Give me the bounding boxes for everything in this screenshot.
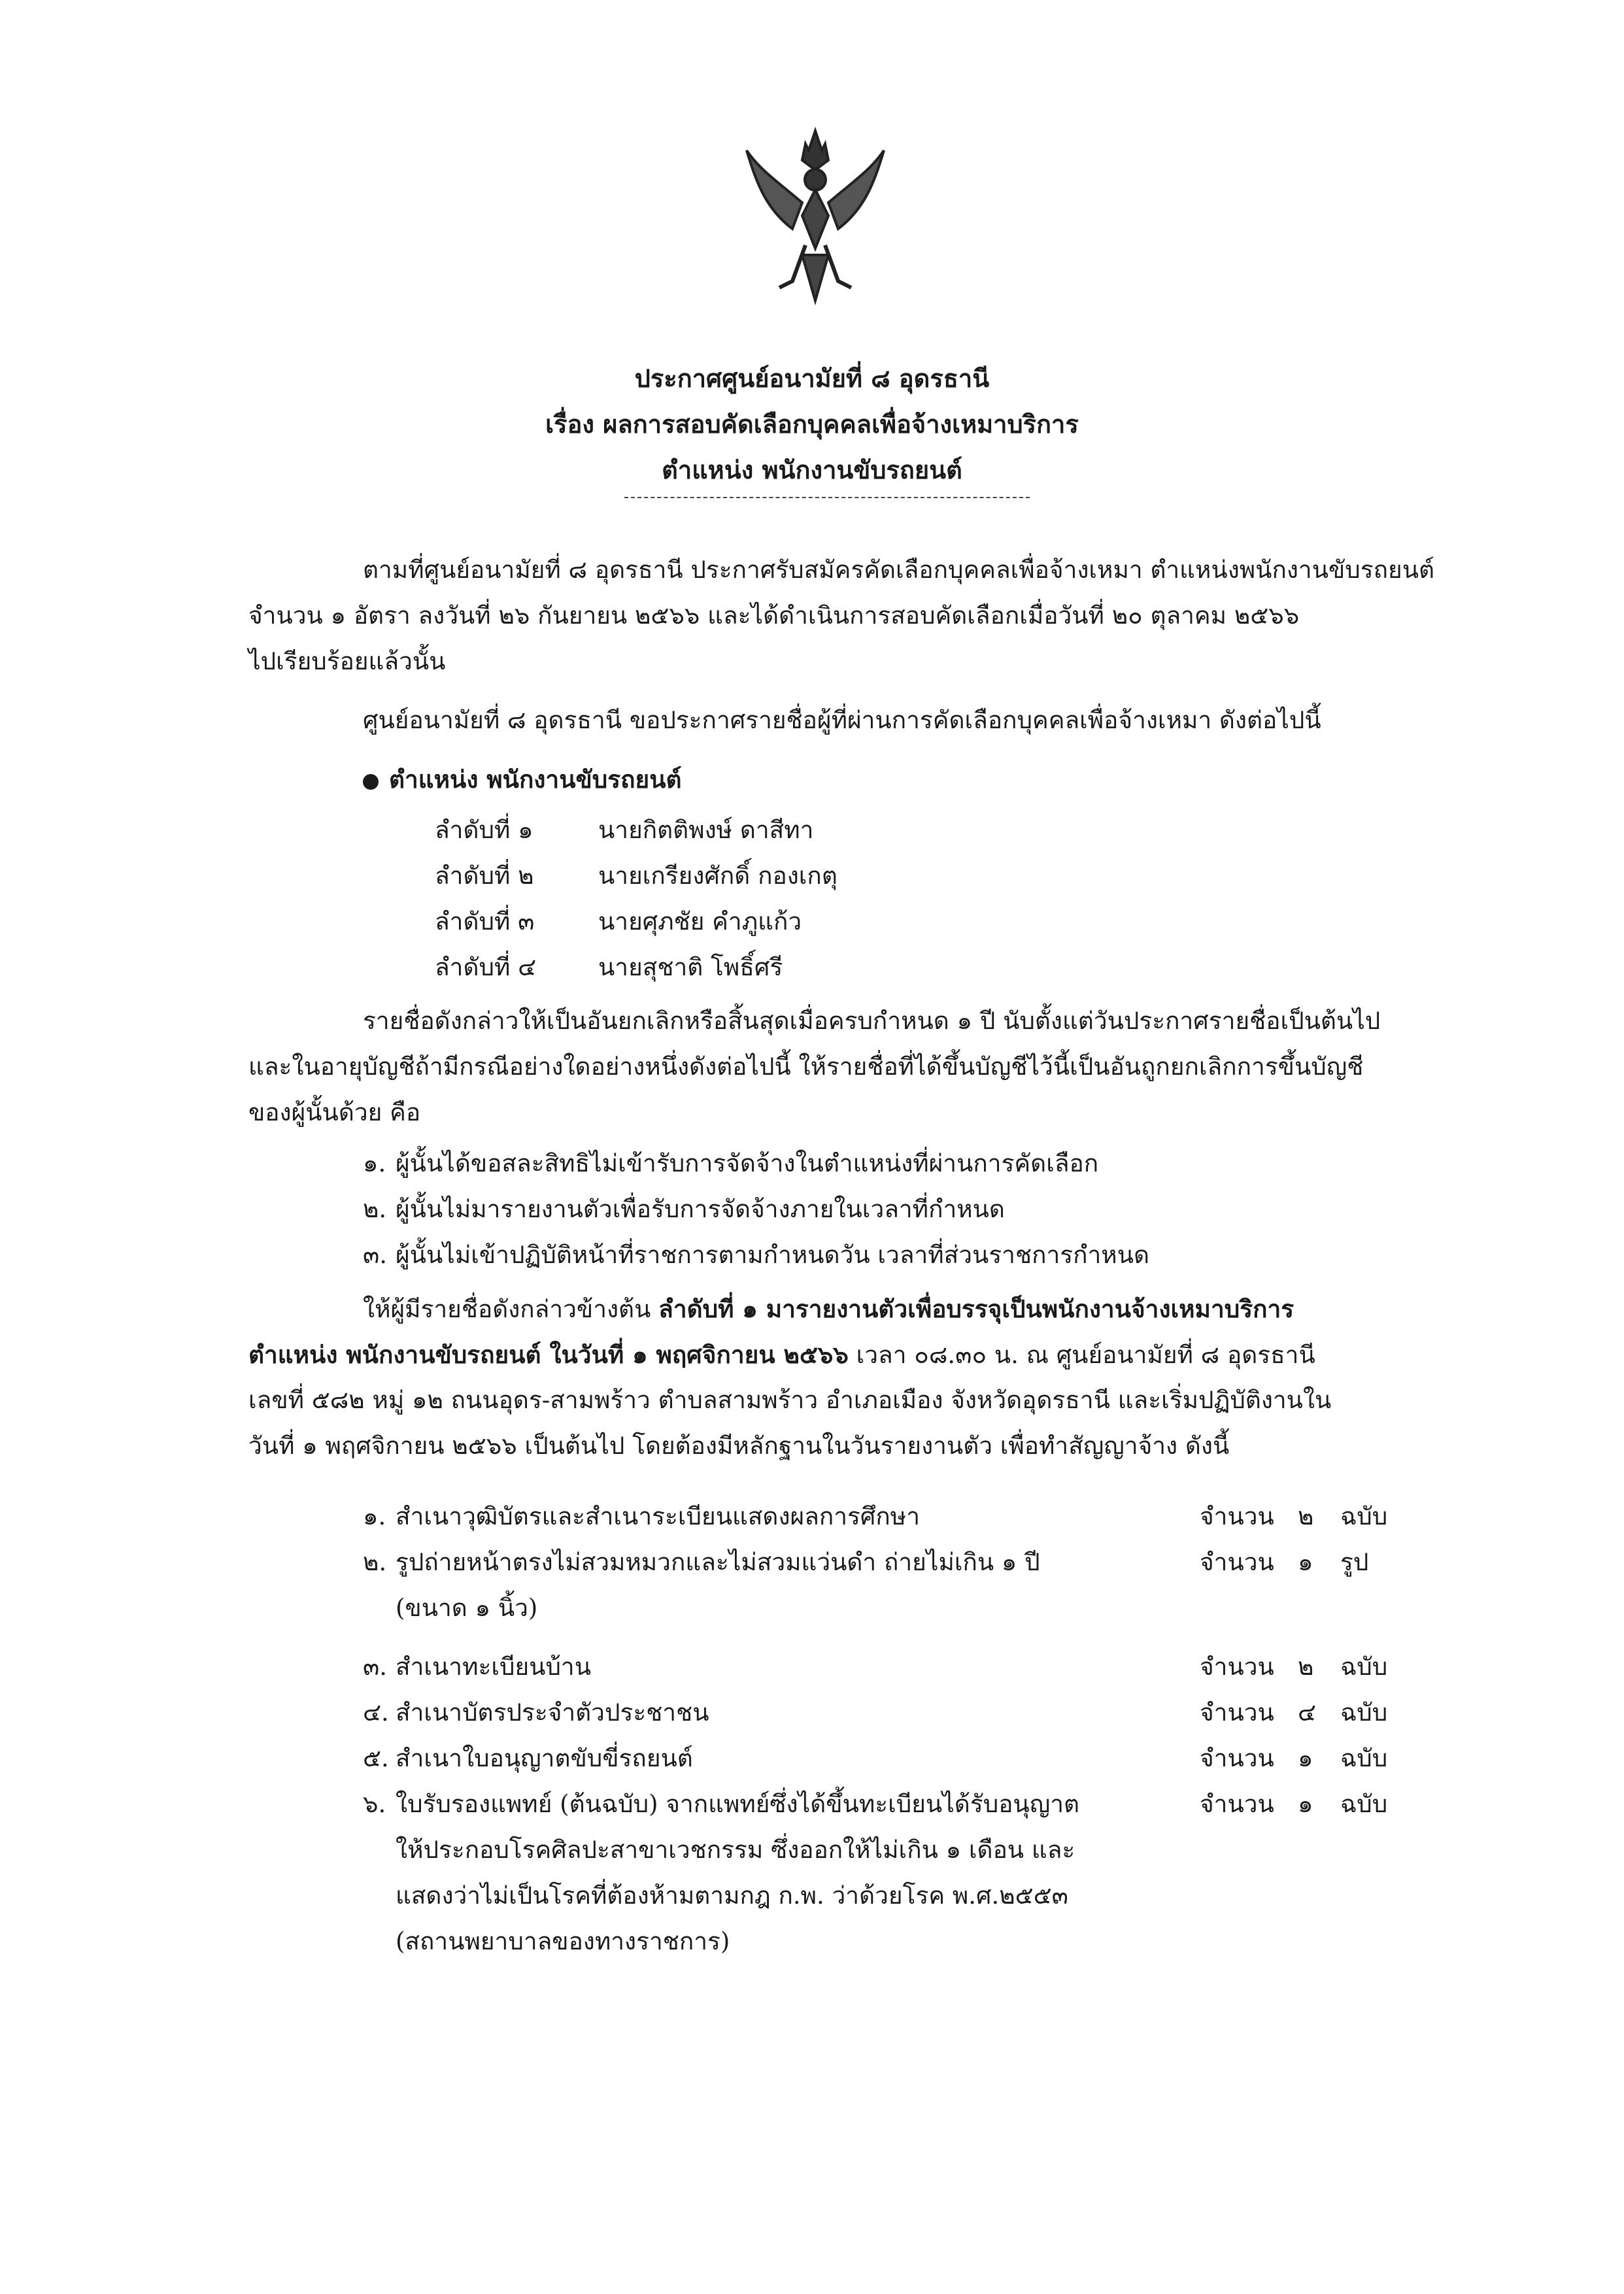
paragraph-4-line-1-bold: ลำดับที่ ๑ มารายงานตัวเพื่อบรรจุเป็นพนักงานจ้างเหมาบริการ: [658, 1294, 1294, 1323]
rank-name: นายกิตติพงษ์ ดาสีทา: [598, 816, 814, 844]
condition-number: ๒.: [363, 1195, 387, 1223]
document-unit: ฉบับ: [1340, 1698, 1388, 1727]
document-quantity: ๔: [1298, 1698, 1317, 1727]
document-item-continuation: [363, 1589, 1409, 1622]
document-text-continuation: แสดงว่าไม่เป็นโรคที่ต้องห้ามตามกฎ ก.พ. ว่าด้วยโรค พ.ศ.๒๕๕๓: [396, 1881, 1068, 1910]
paragraph-4-line-3: เลขที่ ๕๘๒ หมู่ ๑๒ ถนนอุดร-สามพร้าว ตำบลสามพร้าว อำเภอเมือง จังหวัดอุดรธานี และเริ่มปฏิบัติงานใน: [248, 1386, 1332, 1414]
document-quantity: ๑: [1298, 1744, 1313, 1772]
document-item-continuation: [363, 1830, 1409, 1864]
bullet-icon: [363, 774, 379, 790]
rank-label: ลำดับที่ ๔: [435, 953, 537, 981]
title-line-3: ตำแหน่ง พนักงานขับรถยนต์: [662, 455, 962, 484]
position-heading: [363, 765, 682, 794]
count-label: จำนวน: [1200, 1653, 1274, 1681]
document-unit: ฉบับ: [1340, 1502, 1388, 1530]
count-label: จำนวน: [1200, 1502, 1274, 1530]
condition-number: ๑.: [363, 1149, 386, 1177]
document-text-continuation: ให้ประกอบโรคศิลปะสาขาเวชกรรม ซึ่งออกให้ไม่เกิน ๑ เดือน และ: [396, 1836, 1075, 1864]
position-heading-text: ตำแหน่ง พนักงานขับรถยนต์: [389, 765, 682, 794]
rank-label: ลำดับที่ ๑: [435, 816, 533, 844]
paragraph-1-line-1: ตามที่ศูนย์อนามัยที่ ๘ อุดรธานี ประกาศรับสมัครคัดเลือกบุคคลเพื่อจ้างเหมา ตำแหน่งพนักงานขับรถยนต์: [363, 556, 1435, 584]
rank-name: นายสุชาติ โพธิ์ศรี: [598, 953, 783, 981]
count-label: จำนวน: [1200, 1790, 1274, 1818]
paragraph-4-line-2-normal: เวลา ๐๘.๓๐ น. ณ ศูนย์อนามัยที่ ๘ อุดรธานี: [848, 1341, 1315, 1369]
garuda-emblem-icon: [740, 124, 890, 307]
document-number: ๕.: [363, 1744, 389, 1772]
document-quantity: ๒: [1298, 1653, 1314, 1681]
condition-text: ผู้นั้นได้ขอสละสิทธิไม่เข้ารับการจัดจ้างในตำแหน่งที่ผ่านการคัดเลือก: [396, 1149, 1099, 1177]
condition-number: ๓.: [363, 1241, 388, 1269]
document-item: [363, 1543, 1409, 1576]
paragraph-4-line-1-normal: ให้ผู้มีรายชื่อดังกล่าวข้างต้น: [363, 1295, 659, 1323]
document-text: สำเนาวุฒิบัตรและสำเนาระเบียนแสดงผลการศึกษา: [396, 1502, 920, 1530]
document-item: [363, 1693, 1409, 1727]
document-item: [363, 1647, 1409, 1681]
document-text: ใบรับรองแพทย์ (ต้นฉบับ) จากแพทย์ซึ่งได้ขึ้นทะเบียนได้รับอนุญาต: [396, 1790, 1080, 1818]
document-item-continuation: [363, 1876, 1409, 1910]
document-text: สำเนาบัตรประจำตัวประชาชน: [396, 1698, 709, 1727]
count-label: จำนวน: [1200, 1744, 1274, 1772]
paragraph-3-line-2: และในอายุบัญชีถ้ามีกรณีอย่างใดอย่างหนึ่งดังต่อไปนี้ ให้รายชื่อที่ได้ขึ้นบัญชีไว้นี้เป็นอันถูกยกเลิกการขึ้นบัญชี: [248, 1053, 1364, 1081]
paragraph-4-line-4: วันที่ ๑ พฤศจิกายน ๒๕๖๖ เป็นต้นไป โดยต้องมีหลักฐานในวันรายงานตัว เพื่อทำสัญญาจ้าง ดังนี้: [248, 1432, 1230, 1460]
document-text: รูปถ่ายหน้าตรงไม่สวมหมวกและไม่สวมแว่นดำ ถ่ายไม่เกิน ๑ ปี: [396, 1548, 1040, 1576]
document-text: สำเนาทะเบียนบ้าน: [396, 1653, 591, 1681]
document-quantity: ๑: [1298, 1548, 1313, 1576]
rank-name: นายเกรียงศักดิ์ กองเกตุ: [598, 862, 837, 890]
rank-label: ลำดับที่ ๓: [435, 907, 535, 936]
document-item: [363, 1785, 1409, 1818]
condition-text: ผู้นั้นไม่เข้าปฏิบัติหน้าที่ราชการตามกำหนดวัน เวลาที่ส่วนราชการกำหนด: [396, 1241, 1150, 1269]
paragraph-3-line-3: ของผู้นั้นด้วย คือ: [248, 1098, 421, 1126]
document-quantity: ๑: [1298, 1790, 1313, 1818]
document-text: สำเนาใบอนุญาตขับขี่รถยนต์: [396, 1744, 693, 1772]
paragraph-1-line-3: ไปเรียบร้อยแล้วนั้น: [248, 647, 446, 675]
document-unit: ฉบับ: [1340, 1653, 1388, 1681]
document-text-continuation: (สถานพยาบาลของทางราชการ): [396, 1927, 730, 1955]
document-number: ๓.: [363, 1653, 388, 1681]
title-divider: [624, 497, 1030, 498]
document-number: ๔.: [363, 1698, 389, 1727]
title-line-1: ประกาศศูนย์อนามัยที่ ๘ อุดรธานี: [634, 363, 990, 393]
paragraph-4-line-2: [248, 1340, 1315, 1370]
document-item-continuation: [363, 1922, 1409, 1955]
condition-text: ผู้นั้นไม่มารายงานตัวเพื่อรับการจัดจ้างภายในเวลาที่กำหนด: [396, 1195, 1005, 1223]
document-unit: รูป: [1340, 1548, 1369, 1576]
title-line-2: เรื่อง ผลการสอบคัดเลือกบุคคลเพื่อจ้างเหมาบริการ: [545, 409, 1079, 439]
document-unit: ฉบับ: [1340, 1744, 1388, 1772]
count-label: จำนวน: [1200, 1548, 1274, 1576]
document-text-continuation: (ขนาด ๑ นิ้ว): [396, 1594, 538, 1622]
document-unit: ฉบับ: [1340, 1790, 1388, 1818]
document-number: ๒.: [363, 1548, 387, 1576]
paragraph-4-line-1: [363, 1294, 1294, 1324]
rank-label: ลำดับที่ ๒: [435, 862, 534, 890]
document-item: [363, 1739, 1409, 1772]
document-quantity: ๒: [1298, 1502, 1314, 1530]
paragraph-1-line-2: จำนวน ๑ อัตรา ลงวันที่ ๒๖ กันยายน ๒๕๖๖ และได้ดำเนินการสอบคัดเลือกเมื่อวันที่ ๒๐ ตุลาคม ๒๕๖๖: [248, 601, 1300, 630]
rank-name: นายศุภชัย คำภูแก้ว: [598, 907, 802, 936]
document-item: [363, 1497, 1409, 1530]
paragraph-3-line-1: รายชื่อดังกล่าวให้เป็นอันยกเลิกหรือสิ้นสุดเมื่อครบกำหนด ๑ ปี นับตั้งแต่วันประกาศรายชื่อเป็นต้นไป: [363, 1007, 1381, 1035]
paragraph-2: ศูนย์อนามัยที่ ๘ อุดรธานี ขอประกาศรายชื่อผู้ที่ผ่านการคัดเลือกบุคคลเพื่อจ้างเหมา ดังต่อไปนี้: [363, 706, 1321, 734]
document-number: ๑.: [363, 1502, 386, 1530]
document-number: ๖.: [363, 1790, 386, 1818]
count-label: จำนวน: [1200, 1698, 1274, 1727]
paragraph-4-line-2-bold: ตำแหน่ง พนักงานขับรถยนต์ ในวันที่ ๑ พฤศจิกายน ๒๕๖๖: [248, 1340, 849, 1369]
